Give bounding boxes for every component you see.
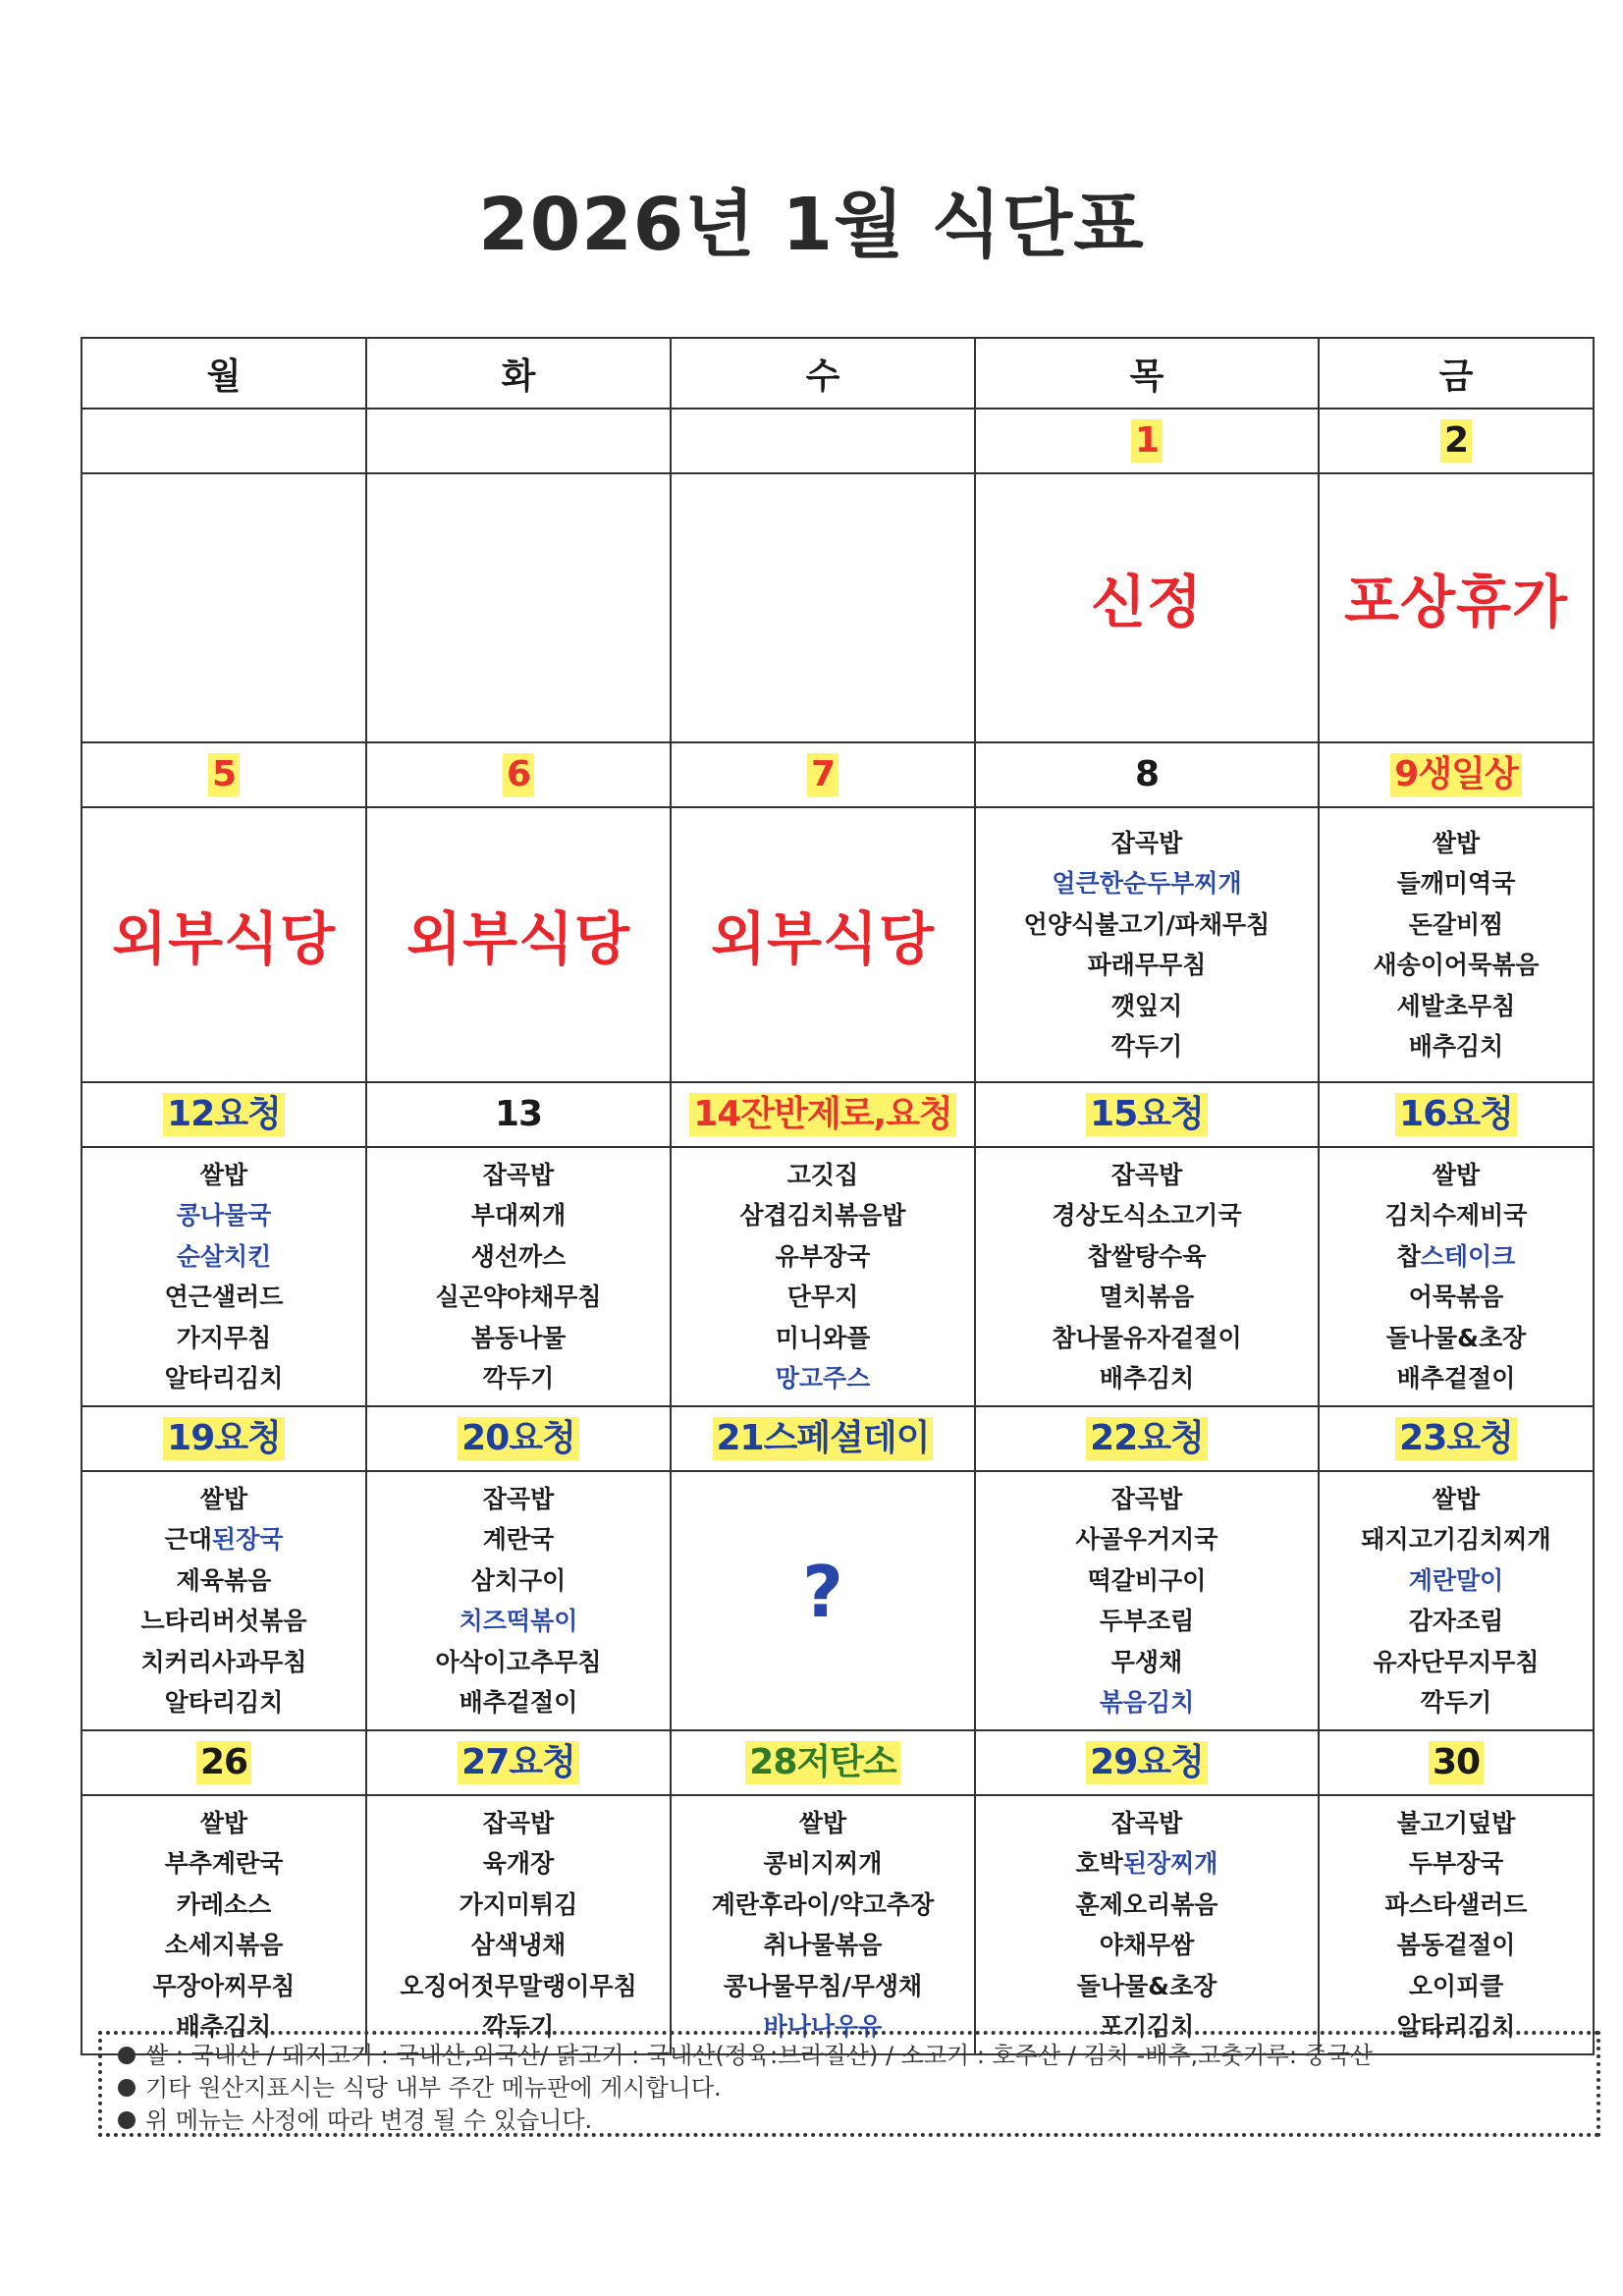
- dish-item: 취나물볶음: [763, 1931, 883, 1959]
- day-header-row: [81, 338, 1594, 409]
- dish-item: 치즈떡볶이: [459, 1607, 578, 1635]
- dish-item: 삼겹김치볶음밥: [739, 1201, 906, 1230]
- dish-item: 가지미튀김: [459, 1889, 578, 1919]
- dish-item: 쌀밥: [199, 1484, 248, 1513]
- dish-item: 언양식불고기/파채무침: [1023, 909, 1271, 939]
- dish-item: 고깃집: [786, 1160, 859, 1189]
- dish-item: 쌀밥: [199, 1808, 248, 1837]
- date-label: 7: [807, 753, 839, 796]
- dish-item: 배추김치: [1099, 1364, 1195, 1393]
- dish-item: 부대찌개: [470, 1201, 567, 1230]
- dish-item: 감자조림: [1408, 1607, 1504, 1635]
- menu-cell: [975, 1471, 1319, 1730]
- dish-item: 쌀밥: [798, 1808, 847, 1837]
- menu-cell: [1319, 1795, 1594, 2054]
- date-label: 13: [494, 1094, 543, 1134]
- dish-item: 알타리김치: [1396, 2012, 1516, 2041]
- day-header: 수: [671, 338, 975, 409]
- dish-item: 단무지: [786, 1283, 859, 1311]
- dish-item: 삼치구이: [470, 1565, 567, 1595]
- menu-cell: [671, 1471, 975, 1730]
- menu-cell: [1319, 1471, 1594, 1730]
- dish-item: 돼지고기김치찌개: [1361, 1525, 1551, 1554]
- date-cell: [81, 1406, 366, 1471]
- date-cell: [1319, 409, 1594, 473]
- date-label: 19요청: [163, 1417, 285, 1460]
- date-cell: [1319, 1082, 1594, 1147]
- dish-item: 알타리김치: [164, 1688, 284, 1717]
- dish-item: 삼색냉채: [470, 1931, 567, 1959]
- date-label: 20요청: [458, 1417, 579, 1460]
- date-cell: [366, 1730, 671, 1795]
- date-cell: [671, 1082, 975, 1147]
- dish-item: 육개장: [482, 1849, 555, 1878]
- dish-item: 새송이어묵볶음: [1373, 951, 1540, 979]
- date-cell: [366, 742, 671, 807]
- day-header: 금: [1319, 338, 1594, 409]
- dish-item: 봄동나물: [470, 1323, 567, 1352]
- dish-item: 야채무쌈: [1099, 1931, 1195, 1959]
- menu-cell: [81, 1795, 366, 2054]
- date-label: 1: [1131, 419, 1163, 463]
- menu-cell: [975, 473, 1319, 742]
- dish-item: 참나물유자겉절이: [1052, 1323, 1242, 1352]
- dish-item: 계란국: [482, 1525, 555, 1554]
- date-cell: [1319, 1730, 1594, 1795]
- dish-item: 사골우거지국: [1075, 1525, 1218, 1554]
- event-label: 포상휴가: [1343, 568, 1569, 635]
- menu-row: [81, 1471, 1594, 1730]
- date-cell: [975, 1730, 1319, 1795]
- dish-item: 파래무무침: [1087, 951, 1207, 979]
- dish-item: 연근샐러드: [164, 1283, 284, 1311]
- dish-item: [82, 1519, 365, 1560]
- dish-item: 소세지볶음: [164, 1931, 284, 1959]
- event-label: 외부식당: [710, 904, 936, 972]
- dish-item: 세발초무침: [1396, 991, 1516, 1020]
- date-row: [81, 1082, 1594, 1147]
- date-cell: [975, 1406, 1319, 1471]
- date-cell: [975, 1082, 1319, 1147]
- dish-item: 콩나물국: [176, 1201, 272, 1230]
- dish-item: 유자단무지무침: [1373, 1647, 1540, 1676]
- dish-item: 잡곡밥: [482, 1160, 555, 1189]
- menu-row: [81, 807, 1594, 1082]
- dish-item: 순살치킨: [176, 1241, 272, 1271]
- note-change: 위 메뉴는 사정에 따라 변경 될 수 있습니다.: [118, 2105, 1581, 2137]
- date-row: [81, 742, 1594, 807]
- date-cell: [81, 742, 366, 807]
- menu-cell: [81, 473, 366, 742]
- date-cell: [671, 1730, 975, 1795]
- dish-item: 잡곡밥: [1110, 1160, 1183, 1189]
- dish-item-prefix: 근대: [164, 1525, 212, 1554]
- dish-item: 돌나물&초장: [1076, 1971, 1217, 2000]
- dish-item: 얼큰한순두부찌개: [1052, 869, 1242, 898]
- menu-cell: [671, 807, 975, 1082]
- dish-item: 바나나우유: [763, 2012, 883, 2041]
- dish-item: 유부장국: [775, 1241, 871, 1271]
- dish-item: 잡곡밥: [482, 1484, 555, 1513]
- notes-box: [98, 2031, 1600, 2137]
- date-cell: [1319, 742, 1594, 807]
- date-label: 8: [1134, 754, 1160, 794]
- date-cell: [366, 1082, 671, 1147]
- dish-item: 쌀밥: [199, 1160, 248, 1189]
- dish-item: 잡곡밥: [482, 1808, 555, 1837]
- dish-item: 콩비지찌개: [763, 1849, 883, 1878]
- dish-item: 망고주스: [775, 1364, 871, 1393]
- date-cell: [366, 409, 671, 473]
- menu-cell: [1319, 1147, 1594, 1406]
- dish-item: 계란말이: [1408, 1565, 1504, 1595]
- day-header: 화: [366, 338, 671, 409]
- dish-item: 가지무침: [176, 1323, 272, 1352]
- day-header: 목: [975, 338, 1319, 409]
- date-row: [81, 409, 1594, 473]
- dish-item: 아삭이고추무침: [435, 1647, 602, 1676]
- dish-item-prefix: 호박: [1075, 1849, 1123, 1878]
- menu-cell: [975, 1147, 1319, 1406]
- dish-item: 계란후라이/약고추장: [711, 1889, 935, 1919]
- dish-item: 파스타샐러드: [1384, 1889, 1528, 1919]
- menu-cell: [671, 1147, 975, 1406]
- date-label: 2: [1440, 419, 1472, 463]
- note-board: 기타 원산지표시는 식당 내부 주간 메뉴판에 게시합니다.: [118, 2072, 1581, 2105]
- dish-item: 잡곡밥: [1110, 1808, 1183, 1837]
- dish-item: 볶음김치: [1099, 1688, 1195, 1717]
- dish-item: 김치수제비국: [1384, 1201, 1528, 1230]
- date-label: 27요청: [458, 1741, 579, 1784]
- dish-item: 생선까스: [470, 1241, 567, 1271]
- dish-item: 오이피클: [1408, 1971, 1504, 2000]
- date-cell: [1319, 1406, 1594, 1471]
- date-label: 15요청: [1086, 1093, 1208, 1136]
- dish-item: 포기김치: [1099, 2012, 1195, 2041]
- date-cell: [81, 1730, 366, 1795]
- menu-cell: [1319, 473, 1594, 742]
- menu-cell: [366, 1147, 671, 1406]
- dish-item: 깍두기: [1110, 1032, 1183, 1061]
- dish-item: 실곤약야채무침: [435, 1283, 602, 1311]
- dish-item: 훈제오리볶음: [1075, 1889, 1218, 1919]
- date-cell: [671, 1406, 975, 1471]
- dish-item: 부추계란국: [164, 1849, 284, 1878]
- menu-cell: [81, 1147, 366, 1406]
- menu-cell: [1319, 807, 1594, 1082]
- date-cell: [671, 409, 975, 473]
- dish-item: 떡갈비구이: [1087, 1565, 1207, 1595]
- day-header: 월: [81, 338, 366, 409]
- dish-item: [1320, 1236, 1593, 1278]
- dish-item-highlight: 된장찌개: [1122, 1849, 1218, 1878]
- event-label: 신정: [1090, 568, 1204, 635]
- menu-cell: [975, 1795, 1319, 2054]
- dish-item: 제육볶음: [176, 1565, 272, 1595]
- dish-item: 쌀밥: [1432, 1484, 1481, 1513]
- date-cell: [81, 409, 366, 473]
- dish-item: 무장아찌무침: [152, 1971, 296, 2000]
- bullet-icon: [118, 2047, 135, 2064]
- date-row: [81, 1730, 1594, 1795]
- dish-item: 돈갈비찜: [1408, 909, 1504, 939]
- dish-item: 들깨미역국: [1396, 869, 1516, 898]
- dish-item: 찹쌀탕수육: [1087, 1241, 1207, 1271]
- dish-item-highlight: 된장국: [211, 1525, 284, 1554]
- menu-cell: [366, 807, 671, 1082]
- dish-item: 쌀밥: [1432, 828, 1481, 857]
- menu-row: [81, 473, 1594, 742]
- date-label: 30: [1429, 1741, 1484, 1784]
- menu-cell: [366, 1471, 671, 1730]
- dish-item: 쌀밥: [1432, 1160, 1481, 1189]
- menu-cell: [81, 1471, 366, 1730]
- dish-item: 배추겉절이: [1396, 1364, 1516, 1393]
- date-label: 14잔반제로,요청: [689, 1093, 955, 1136]
- dish-item: 봄동겉절이: [1396, 1931, 1516, 1959]
- date-row: [81, 1406, 1594, 1471]
- dish-item: 배추겉절이: [459, 1688, 578, 1717]
- dish-item: 두부장국: [1408, 1849, 1504, 1878]
- menu-cell: [366, 473, 671, 742]
- dish-item-highlight: 스테이크: [1420, 1241, 1516, 1271]
- menu-cell: [671, 1795, 975, 2054]
- dish-item: 오징어젓무말랭이무침: [400, 1971, 637, 2000]
- date-label: 28저탄소: [745, 1741, 899, 1784]
- dish-item-prefix: 찹: [1396, 1241, 1421, 1271]
- dish-item: 느타리버섯볶음: [140, 1607, 307, 1635]
- dish-item: 알타리김치: [164, 1364, 284, 1393]
- dish-item: [976, 1843, 1318, 1885]
- menu-row: [81, 1795, 1594, 2054]
- date-label: 22요청: [1086, 1417, 1208, 1460]
- menu-cell: [81, 807, 366, 1082]
- date-cell: [975, 742, 1319, 807]
- date-cell: [366, 1406, 671, 1471]
- dish-item: 카레소스: [176, 1889, 272, 1919]
- date-cell: [671, 742, 975, 807]
- menu-row: [81, 1147, 1594, 1406]
- date-label: 26: [196, 1741, 251, 1784]
- date-label: 29요청: [1086, 1741, 1208, 1784]
- dish-item: 콩나물무침/무생채: [723, 1971, 923, 2000]
- dish-item: 배추김치: [176, 2012, 272, 2041]
- note-origin: 쌀 : 국내산 / 돼지고기 : 국내산,외국산/ 닭고기 : 국내산(정육:브라질산) / 소고기 : 호주산 / 김치 -배추,고춧가루: 중국산: [118, 2040, 1581, 2072]
- date-label: 21스페셜데이: [713, 1417, 934, 1460]
- dish-item: 경상도식소고기국: [1052, 1201, 1242, 1230]
- mystery-menu-mark: ?: [802, 1551, 843, 1634]
- dish-item: 깍두기: [1420, 1688, 1492, 1717]
- meal-plan-table: [81, 337, 1595, 2055]
- date-label: 16요청: [1395, 1093, 1517, 1136]
- dish-item: 잡곡밥: [1110, 1484, 1183, 1513]
- dish-item: 돌나물&초장: [1385, 1323, 1527, 1352]
- dish-item: 무생채: [1110, 1647, 1183, 1676]
- event-label: 외부식당: [111, 904, 337, 972]
- menu-cell: [671, 473, 975, 742]
- bullet-icon: [118, 2111, 135, 2129]
- dish-item: 깍두기: [482, 1364, 555, 1393]
- date-label: 12요청: [163, 1093, 285, 1136]
- menu-cell: [975, 807, 1319, 1082]
- dish-item: 어묵볶음: [1408, 1283, 1504, 1311]
- dish-item: 두부조림: [1099, 1607, 1195, 1635]
- dish-item: 멸치볶음: [1099, 1283, 1195, 1311]
- dish-item: 불고기덮밥: [1396, 1808, 1516, 1837]
- date-label: 23요청: [1395, 1417, 1517, 1460]
- date-cell: [81, 1082, 366, 1147]
- dish-item: 치커리사과무침: [140, 1647, 307, 1676]
- page-title: 2026년 1월 식단표: [478, 183, 1145, 267]
- date-label: 6: [503, 753, 534, 796]
- date-cell: [975, 409, 1319, 473]
- menu-cell: [366, 1795, 671, 2054]
- date-label: 9생일상: [1390, 753, 1521, 796]
- dish-item: 깍두기: [482, 2012, 555, 2041]
- event-label: 외부식당: [406, 904, 631, 972]
- dish-item: 잡곡밥: [1110, 828, 1183, 857]
- dish-item: 깻잎지: [1110, 991, 1183, 1020]
- bullet-icon: [118, 2079, 135, 2097]
- dish-item: 미니와플: [775, 1323, 871, 1352]
- dish-item: 배추김치: [1408, 1032, 1504, 1061]
- date-label: 5: [208, 753, 240, 796]
